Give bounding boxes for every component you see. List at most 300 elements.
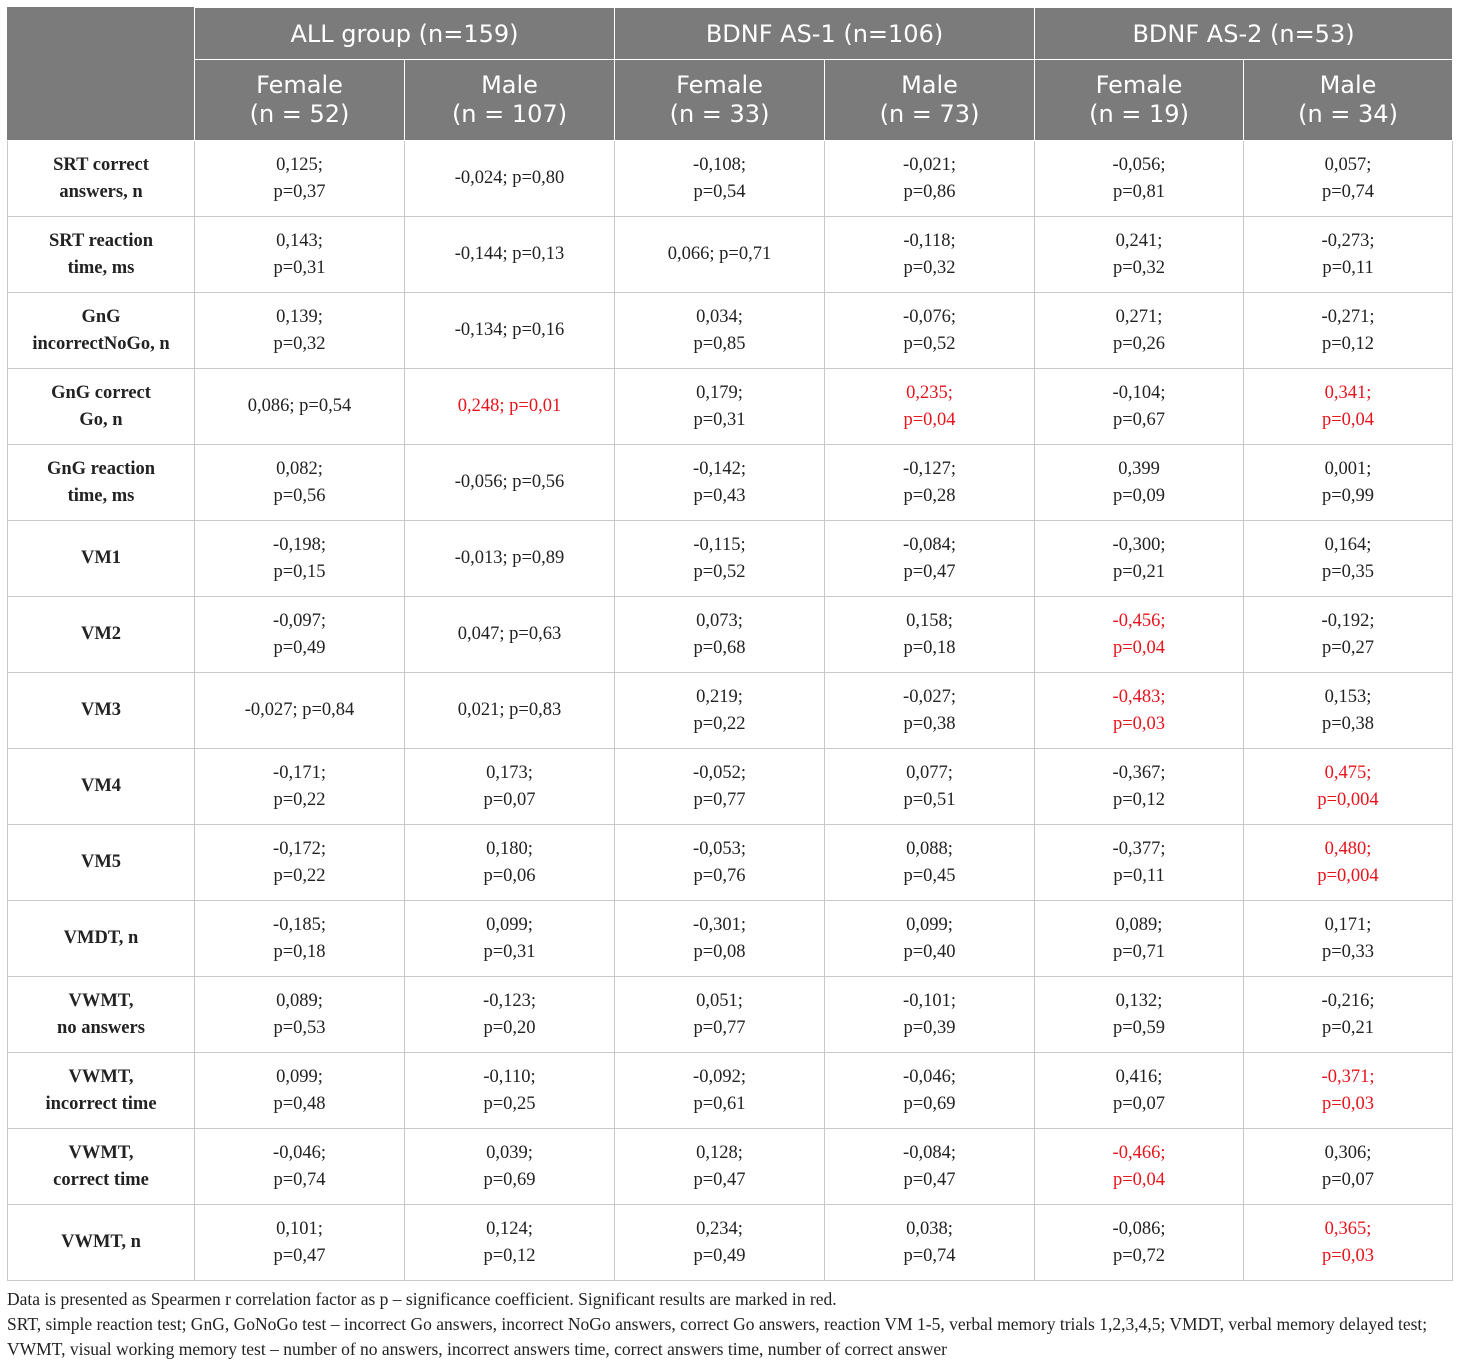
cell-line: 0,219; <box>696 686 743 707</box>
subheader-n: (n = 107) <box>451 100 568 128</box>
data-cell <box>405 597 615 673</box>
data-cell <box>825 217 1035 293</box>
data-cell <box>825 141 1035 217</box>
cell-line: -0,171; <box>273 762 326 783</box>
data-cell <box>1035 217 1244 293</box>
cell-line: -0,216; <box>1321 990 1375 1011</box>
subheader-sex: Male <box>1319 71 1377 99</box>
row-label <box>8 1129 195 1205</box>
group-header-all: ALL group (n=159) <box>195 8 615 60</box>
data-cell <box>615 749 825 825</box>
row-label <box>8 749 195 825</box>
cell-line: p=0,52 <box>903 333 956 354</box>
data-cell <box>1035 445 1244 521</box>
data-cell <box>1035 521 1244 597</box>
significant-cell <box>1244 1205 1453 1281</box>
subheader-sex: Female <box>256 71 343 99</box>
data-cell <box>825 1053 1035 1129</box>
cell-line: -0,142; <box>693 458 746 479</box>
data-cell <box>615 445 825 521</box>
data-cell <box>195 597 405 673</box>
cell-line: p=0,72 <box>1112 1245 1166 1266</box>
row-label <box>8 901 195 977</box>
cell-line: p=0,18 <box>903 637 956 658</box>
cell-line: -0,053; <box>693 838 746 859</box>
table-header <box>8 8 1453 141</box>
cell-line: -0,027; <box>903 686 956 707</box>
cell-line: p=0,43 <box>693 485 746 506</box>
significant-cell <box>1244 369 1453 445</box>
cell-line: -0,483; <box>1112 686 1166 707</box>
cell-line: p=0,12 <box>1112 789 1166 810</box>
data-cell <box>405 825 615 901</box>
cell-line: 0,073; <box>696 610 743 631</box>
data-cell <box>615 825 825 901</box>
cell-line: -0,108; <box>693 154 746 175</box>
data-cell <box>405 521 615 597</box>
cell-line: p=0,47 <box>273 1245 326 1266</box>
row-label-line: no answers <box>57 1017 145 1038</box>
table-row <box>8 293 1453 369</box>
cell-line: -0,144; p=0,13 <box>454 244 565 264</box>
row-label <box>8 825 195 901</box>
cell-line: p=0,76 <box>693 865 746 886</box>
table-row <box>8 141 1453 217</box>
data-cell <box>615 293 825 369</box>
row-label <box>8 369 195 445</box>
cell-line: 0,051; <box>696 990 743 1011</box>
data-cell <box>615 369 825 445</box>
cell-line: 0,047; p=0,63 <box>457 624 562 644</box>
cell-line: 0,099; <box>906 914 953 935</box>
data-cell <box>195 673 405 749</box>
data-cell <box>1244 141 1453 217</box>
cell-line: p=0,03 <box>1112 713 1166 734</box>
row-label <box>8 673 195 749</box>
significant-cell <box>825 369 1035 445</box>
cell-line: p=0,67 <box>1112 409 1166 430</box>
row-label-line: incorrect time <box>45 1093 157 1114</box>
data-cell <box>825 901 1035 977</box>
data-cell <box>1035 825 1244 901</box>
cell-line: 0,475; <box>1324 762 1372 783</box>
cell-line: -0,104; <box>1112 382 1166 403</box>
data-cell <box>615 597 825 673</box>
table-row <box>8 749 1453 825</box>
cell-line: p=0,38 <box>903 713 956 734</box>
cell-line: p=0,04 <box>903 409 956 430</box>
cell-line: -0,377; <box>1112 838 1166 859</box>
cell-line: 0,399 <box>1118 458 1160 479</box>
cell-line: p=0,71 <box>1112 941 1166 962</box>
subheader-n: (n = 73) <box>879 100 980 128</box>
cell-line: p=0,03 <box>1321 1245 1375 1266</box>
cell-line: p=0,15 <box>273 561 326 582</box>
row-label-line: correct time <box>53 1169 149 1190</box>
cell-line: 0,034; <box>696 306 743 327</box>
cell-line: p=0,74 <box>273 1169 326 1190</box>
cell-line: 0,139; <box>276 306 323 327</box>
cell-line: 0,039; <box>486 1142 533 1163</box>
data-cell <box>615 1053 825 1129</box>
cell-line: -0,097; <box>273 610 326 631</box>
cell-line: p=0,85 <box>693 333 746 354</box>
significant-cell <box>405 369 615 445</box>
cell-line: p=0,04 <box>1112 637 1166 658</box>
cell-line: -0,301; <box>693 914 746 935</box>
cell-line: p=0,11 <box>1322 257 1374 278</box>
cell-line: -0,046; <box>903 1066 956 1087</box>
cell-line: -0,084; <box>903 534 956 555</box>
cell-line: 0,021; p=0,83 <box>457 700 562 720</box>
cell-line: p=0,47 <box>693 1169 746 1190</box>
cell-line: p=0,32 <box>273 333 326 354</box>
data-cell <box>195 1205 405 1281</box>
cell-line: -0,110; <box>483 1066 536 1087</box>
cell-line: -0,021; <box>903 154 956 175</box>
cell-line: 0,128; <box>696 1142 743 1163</box>
cell-line: p=0,21 <box>1112 561 1166 582</box>
data-cell <box>825 673 1035 749</box>
data-cell <box>1035 141 1244 217</box>
cell-line: p=0,26 <box>1112 333 1166 354</box>
cell-line: p=0,33 <box>1321 941 1375 962</box>
cell-line: p=0,12 <box>483 1245 536 1266</box>
data-cell <box>195 1053 405 1129</box>
cell-line: 0,101; <box>276 1218 323 1239</box>
footnote-line-1: Data is presented as Spearmen r correlation factor as p – significance coefficient. Significant results are marked in red. <box>7 1289 837 1309</box>
data-cell <box>405 445 615 521</box>
cell-line: 0,235; <box>906 382 953 403</box>
table-row <box>8 445 1453 521</box>
cell-line: 0,125; <box>276 154 323 175</box>
table-row <box>8 977 1453 1053</box>
data-cell <box>825 521 1035 597</box>
cell-line: p=0,09 <box>1112 485 1166 506</box>
cell-line: 0,173; <box>486 762 533 783</box>
cell-line: p=0,07 <box>1321 1169 1375 1190</box>
cell-line: -0,185; <box>273 914 326 935</box>
cell-line: p=0,81 <box>1112 181 1166 202</box>
cell-line: p=0,03 <box>1321 1093 1375 1114</box>
cell-line: p=0,06 <box>483 865 536 886</box>
significant-cell <box>1244 749 1453 825</box>
row-label-line: Go, n <box>79 409 123 430</box>
cell-line: p=0,69 <box>903 1093 956 1114</box>
subheader-sex: Female <box>676 71 763 99</box>
subheader-as1-male <box>825 60 1035 141</box>
subheader-n: (n = 52) <box>249 100 350 128</box>
cell-line: 0,089; <box>276 990 323 1011</box>
row-label-line: SRT reaction <box>48 230 154 251</box>
data-cell <box>195 1129 405 1205</box>
group-header-as2: BDNF AS-2 (n=53) <box>1035 8 1453 60</box>
cell-line: p=0,61 <box>693 1093 746 1114</box>
cell-line: p=0,37 <box>273 181 326 202</box>
data-cell <box>825 1205 1035 1281</box>
cell-line: 0,171; <box>1324 914 1372 935</box>
data-cell <box>825 825 1035 901</box>
cell-line: 0,038; <box>906 1218 953 1239</box>
row-label-line: answers, n <box>59 181 143 202</box>
cell-line: -0,046; <box>273 1142 326 1163</box>
cell-line: p=0,04 <box>1112 1169 1166 1190</box>
cell-line: 0,086; p=0,54 <box>247 396 352 416</box>
cell-line: p=0,54 <box>693 181 746 202</box>
cell-line: p=0,12 <box>1321 333 1375 354</box>
cell-line: 0,143; <box>276 230 323 251</box>
cell-line: p=0,86 <box>903 181 956 202</box>
row-label-line: GnG <box>81 306 121 327</box>
row-label <box>8 521 195 597</box>
cell-line: -0,115; <box>693 534 746 555</box>
cell-line: 0,099; <box>276 1066 323 1087</box>
cell-line: p=0,11 <box>1113 865 1165 886</box>
data-cell <box>615 1205 825 1281</box>
data-cell <box>405 1129 615 1205</box>
subheader-as2-female <box>1035 60 1244 141</box>
cell-line: -0,056; p=0,56 <box>454 472 565 492</box>
data-cell <box>1035 749 1244 825</box>
row-label <box>8 977 195 1053</box>
subheader-all-male <box>405 60 615 141</box>
row-label <box>8 1205 195 1281</box>
subheader-n: (n = 34) <box>1298 100 1398 128</box>
data-cell <box>195 825 405 901</box>
row-label-line: GnG reaction <box>46 458 156 479</box>
cell-line: p=0,49 <box>693 1245 746 1266</box>
subheader-as2-male <box>1244 60 1453 141</box>
cell-line: p=0,68 <box>693 637 746 658</box>
cell-line: -0,056; <box>1112 154 1166 175</box>
data-cell <box>1244 521 1453 597</box>
cell-line: 0,077; <box>906 762 953 783</box>
data-cell <box>195 521 405 597</box>
cell-line: p=0,51 <box>903 789 956 810</box>
data-cell <box>405 673 615 749</box>
cell-line: 0,480; <box>1324 838 1372 859</box>
cell-line: p=0,49 <box>273 637 326 658</box>
data-cell <box>405 141 615 217</box>
cell-line: p=0,45 <box>903 865 956 886</box>
data-cell <box>825 977 1035 1053</box>
cell-line: 0,241; <box>1115 230 1163 251</box>
cell-line: p=0,25 <box>483 1093 536 1114</box>
row-label-line: GnG correct <box>51 382 151 403</box>
significant-cell <box>1244 1053 1453 1129</box>
cell-line: p=0,47 <box>903 1169 956 1190</box>
cell-line: -0,013; p=0,89 <box>454 548 565 568</box>
cell-line: p=0,77 <box>693 1017 746 1038</box>
row-label-line: VM3 <box>80 700 122 720</box>
data-cell <box>1035 369 1244 445</box>
significant-cell <box>1244 825 1453 901</box>
row-label-line: VM5 <box>80 852 122 872</box>
cell-line: p=0,53 <box>273 1017 326 1038</box>
subheader-sex: Male <box>481 71 538 99</box>
cell-line: -0,127; <box>903 458 956 479</box>
cell-line: -0,367; <box>1112 762 1166 783</box>
cell-line: 0,248; p=0,01 <box>457 396 562 416</box>
data-cell <box>195 901 405 977</box>
data-cell <box>1244 217 1453 293</box>
cell-line: -0,092; <box>693 1066 746 1087</box>
cell-line: -0,027; p=0,84 <box>244 700 355 720</box>
data-cell <box>405 901 615 977</box>
data-cell <box>1035 901 1244 977</box>
cell-line: -0,052; <box>693 762 746 783</box>
cell-line: 0,057; <box>1324 154 1372 175</box>
cell-line: 0,365; <box>1324 1218 1372 1239</box>
cell-line: 0,066; p=0,71 <box>667 244 772 264</box>
row-label-line: VM1 <box>80 548 122 568</box>
cell-line: p=0,39 <box>903 1017 956 1038</box>
subheader-n: (n = 33) <box>669 100 770 128</box>
cell-line: p=0,31 <box>273 257 326 278</box>
cell-line: p=0,20 <box>483 1017 536 1038</box>
cell-line: p=0,31 <box>693 409 746 430</box>
data-cell <box>615 673 825 749</box>
table-row <box>8 217 1453 293</box>
data-cell <box>195 369 405 445</box>
row-label <box>8 217 195 293</box>
data-cell <box>825 749 1035 825</box>
data-cell <box>405 1053 615 1129</box>
cell-line: -0,118; <box>903 230 956 251</box>
cell-line: p=0,32 <box>1112 257 1166 278</box>
cell-line: p=0,22 <box>273 865 326 886</box>
cell-line: p=0,22 <box>273 789 326 810</box>
row-label <box>8 293 195 369</box>
cell-line: p=0,004 <box>1317 865 1379 886</box>
data-cell <box>405 293 615 369</box>
cell-line: p=0,48 <box>273 1093 326 1114</box>
table-row <box>8 1129 1453 1205</box>
significant-cell <box>1035 673 1244 749</box>
data-cell <box>195 749 405 825</box>
data-cell <box>615 977 825 1053</box>
cell-line: p=0,27 <box>1321 637 1375 658</box>
cell-line: 0,001; <box>1324 458 1372 479</box>
data-cell <box>195 977 405 1053</box>
cell-line: 0,180; <box>486 838 533 859</box>
table-row <box>8 1205 1453 1281</box>
row-label-line: SRT correct <box>53 154 149 175</box>
data-cell <box>1244 293 1453 369</box>
cell-line: p=0,22 <box>693 713 746 734</box>
cell-line: p=0,38 <box>1321 713 1375 734</box>
data-cell <box>195 217 405 293</box>
data-cell <box>615 141 825 217</box>
cell-line: -0,076; <box>903 306 956 327</box>
cell-line: p=0,99 <box>1321 485 1375 506</box>
table-body <box>8 141 1453 1281</box>
data-cell <box>1035 977 1244 1053</box>
row-label-line: VMDT, n <box>63 928 139 948</box>
cell-line: p=0,31 <box>483 941 536 962</box>
data-cell <box>405 749 615 825</box>
cell-line: 0,341; <box>1324 382 1372 403</box>
significant-cell <box>1035 597 1244 673</box>
subheader-as1-female <box>615 60 825 141</box>
row-label-line: VM4 <box>80 776 122 796</box>
data-cell <box>825 1129 1035 1205</box>
data-cell <box>405 217 615 293</box>
cell-line: p=0,08 <box>693 941 746 962</box>
cell-line: p=0,69 <box>483 1169 536 1190</box>
cell-line: -0,273; <box>1321 230 1375 251</box>
data-cell <box>1035 1205 1244 1281</box>
cell-line: p=0,07 <box>483 789 536 810</box>
cell-line: p=0,74 <box>903 1245 956 1266</box>
data-cell <box>825 293 1035 369</box>
cell-line: p=0,35 <box>1321 561 1375 582</box>
row-label-line: incorrectNoGo, n <box>32 333 170 354</box>
subheader-sex: Male <box>901 71 958 99</box>
cell-line: 0,153; <box>1324 686 1372 707</box>
cell-line: 0,132; <box>1115 990 1163 1011</box>
cell-line: 0,271; <box>1115 306 1163 327</box>
data-cell <box>1244 977 1453 1053</box>
cell-line: -0,134; p=0,16 <box>454 320 565 340</box>
cell-line: 0,082; <box>276 458 323 479</box>
table-row <box>8 521 1453 597</box>
subheader-n: (n = 19) <box>1089 100 1189 128</box>
row-label-line: time, ms <box>67 485 135 506</box>
row-label-line: VWMT, <box>68 1142 134 1163</box>
subheader-all-female <box>195 60 405 141</box>
cell-line: 0,099; <box>486 914 533 935</box>
data-cell <box>1035 1053 1244 1129</box>
data-cell <box>195 293 405 369</box>
table-row <box>8 825 1453 901</box>
footnote-line-2: SRT, simple reaction test; GnG, GoNoGo test – incorrect Go answers, incorrect NoGo answers, correct Go answers, reaction VM 1-5, verbal memory trials 1,2,3,4,5; VMDT, verbal memory delayed test; VWMT, visual working memory test – number of no answers, incorrect answers time, correct answers time, number of correct answer <box>7 1314 1428 1359</box>
data-cell <box>405 977 615 1053</box>
cell-line: p=0,004 <box>1317 789 1379 810</box>
cell-line: p=0,21 <box>1321 1017 1375 1038</box>
cell-line: p=0,32 <box>903 257 956 278</box>
data-cell <box>615 217 825 293</box>
group-header-as1: BDNF AS-1 (n=106) <box>615 8 1035 60</box>
cell-line: -0,086; <box>1112 1218 1166 1239</box>
cell-line: 0,306; <box>1324 1142 1372 1163</box>
row-label-line: time, ms <box>67 257 135 278</box>
significant-cell <box>1035 1129 1244 1205</box>
data-cell <box>615 1129 825 1205</box>
row-label-line: VWMT, n <box>61 1232 141 1252</box>
row-label <box>8 141 195 217</box>
row-label-line: VWMT, <box>68 990 134 1011</box>
cell-line: -0,101; <box>903 990 956 1011</box>
cell-line: 0,234; <box>696 1218 743 1239</box>
cell-line: -0,024; p=0,80 <box>454 168 565 188</box>
cell-line: -0,300; <box>1112 534 1166 555</box>
cell-line: 0,164; <box>1324 534 1372 555</box>
cell-line: -0,123; <box>483 990 536 1011</box>
data-cell <box>1244 597 1453 673</box>
data-cell <box>1244 901 1453 977</box>
data-cell <box>825 597 1035 673</box>
table-row <box>8 1053 1453 1129</box>
cell-line: 0,089; <box>1115 914 1163 935</box>
cell-line: p=0,07 <box>1112 1093 1166 1114</box>
cell-line: p=0,77 <box>693 789 746 810</box>
data-cell <box>1244 1129 1453 1205</box>
cell-line: -0,192; <box>1321 610 1375 631</box>
cell-line: -0,084; <box>903 1142 956 1163</box>
data-cell <box>615 901 825 977</box>
data-cell <box>195 141 405 217</box>
